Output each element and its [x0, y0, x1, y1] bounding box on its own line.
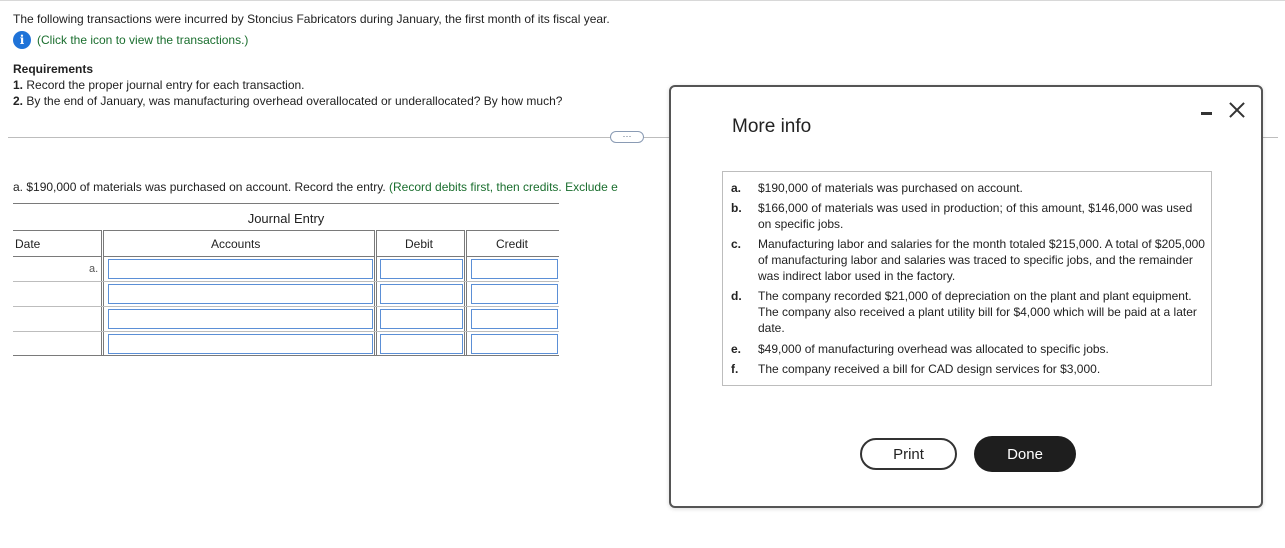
- print-button[interactable]: Print: [860, 438, 957, 470]
- dialog-title: More info: [732, 116, 812, 137]
- done-button[interactable]: Done: [974, 436, 1076, 472]
- item-label: f.: [731, 362, 739, 376]
- expand-more-button[interactable]: ···: [610, 131, 644, 143]
- debit-input-3[interactable]: [380, 309, 463, 329]
- item-label: c.: [731, 237, 742, 251]
- info-row: [13, 31, 248, 49]
- column-divider-date: [101, 230, 104, 356]
- item-label: b.: [731, 201, 742, 215]
- row-divider: [13, 331, 559, 332]
- debit-input-4[interactable]: [380, 334, 463, 354]
- credit-input-1[interactable]: [471, 259, 558, 279]
- credit-input-4[interactable]: [471, 334, 558, 354]
- intro-text: The following transactions were incurred by Stoncius Fabricators during January, the first month of its fiscal year.: [13, 12, 610, 26]
- journal-entry-title: Journal Entry: [247, 211, 325, 226]
- more-info-dialog: [669, 85, 1263, 508]
- item-label: e.: [731, 342, 742, 356]
- table-bottom-rule: [13, 355, 559, 356]
- question-text: [13, 180, 669, 194]
- requirements-title: Requirements: [13, 62, 94, 76]
- item-text: $166,000 of materials was used in production; of this amount, $146,000 was used on specific jobs.: [758, 201, 1193, 231]
- requirement-2: [13, 94, 562, 108]
- account-input-4[interactable]: [108, 334, 373, 354]
- item-text: Manufacturing labor and salaries for the month totaled $215,000. A total of $205,000 of manufacturing labor and salaries was traced to specific jobs, and the remainder was indirect labor used in the factory.: [758, 237, 1205, 283]
- info-icon[interactable]: i: [13, 31, 31, 49]
- question-note: (Record debits first, then credits. Exclude e: [389, 180, 618, 194]
- credit-input-2[interactable]: [471, 284, 558, 304]
- question-main: a. $190,000 of materials was purchased on account. Record the entry.: [13, 180, 389, 194]
- question-rule: [13, 203, 559, 204]
- requirement-1-number: 1.: [13, 78, 24, 92]
- top-border: [0, 0, 1285, 1]
- credit-input-3[interactable]: [471, 309, 558, 329]
- requirement-1-text: Record the proper journal entry for each transaction.: [23, 78, 305, 92]
- transactions-list: [722, 171, 1212, 386]
- item-text: The company recorded $21,000 of depreciation on the plant and plant equipment. The company also received a plant utility bill for $4,000 which will be paid at a later date.: [758, 289, 1197, 335]
- header-date: Date: [15, 237, 41, 251]
- row-divider: [13, 306, 559, 307]
- minimize-icon[interactable]: [1201, 112, 1212, 115]
- close-icon[interactable]: [1227, 100, 1247, 120]
- requirement-2-number: 2.: [13, 94, 24, 108]
- item-text: $49,000 of manufacturing overhead was allocated to specific jobs.: [758, 342, 1109, 356]
- item-text: $190,000 of materials was purchased on account.: [758, 181, 1023, 195]
- account-input-1[interactable]: [108, 259, 373, 279]
- journal-header-row: [13, 230, 559, 257]
- view-transactions-link[interactable]: (Click the icon to view the transactions.): [37, 33, 249, 47]
- item-text: The company received a bill for CAD design services for $3,000.: [758, 362, 1101, 376]
- debit-input-1[interactable]: [380, 259, 463, 279]
- row-label-a: a.: [89, 263, 99, 275]
- header-debit: Debit: [405, 237, 434, 251]
- account-input-2[interactable]: [108, 284, 373, 304]
- requirement-2-text: By the end of January, was manufacturing overhead overallocated or underallocated? By how much?: [23, 94, 563, 108]
- header-credit: Credit: [496, 237, 529, 251]
- column-divider-debit: [464, 230, 467, 356]
- column-divider-accounts: [374, 230, 377, 356]
- requirement-1: [13, 78, 305, 92]
- header-accounts: Accounts: [211, 237, 261, 251]
- item-label: a.: [731, 181, 742, 195]
- debit-input-2[interactable]: [380, 284, 463, 304]
- account-input-3[interactable]: [108, 309, 373, 329]
- item-label: d.: [731, 289, 742, 303]
- row-divider: [13, 281, 559, 282]
